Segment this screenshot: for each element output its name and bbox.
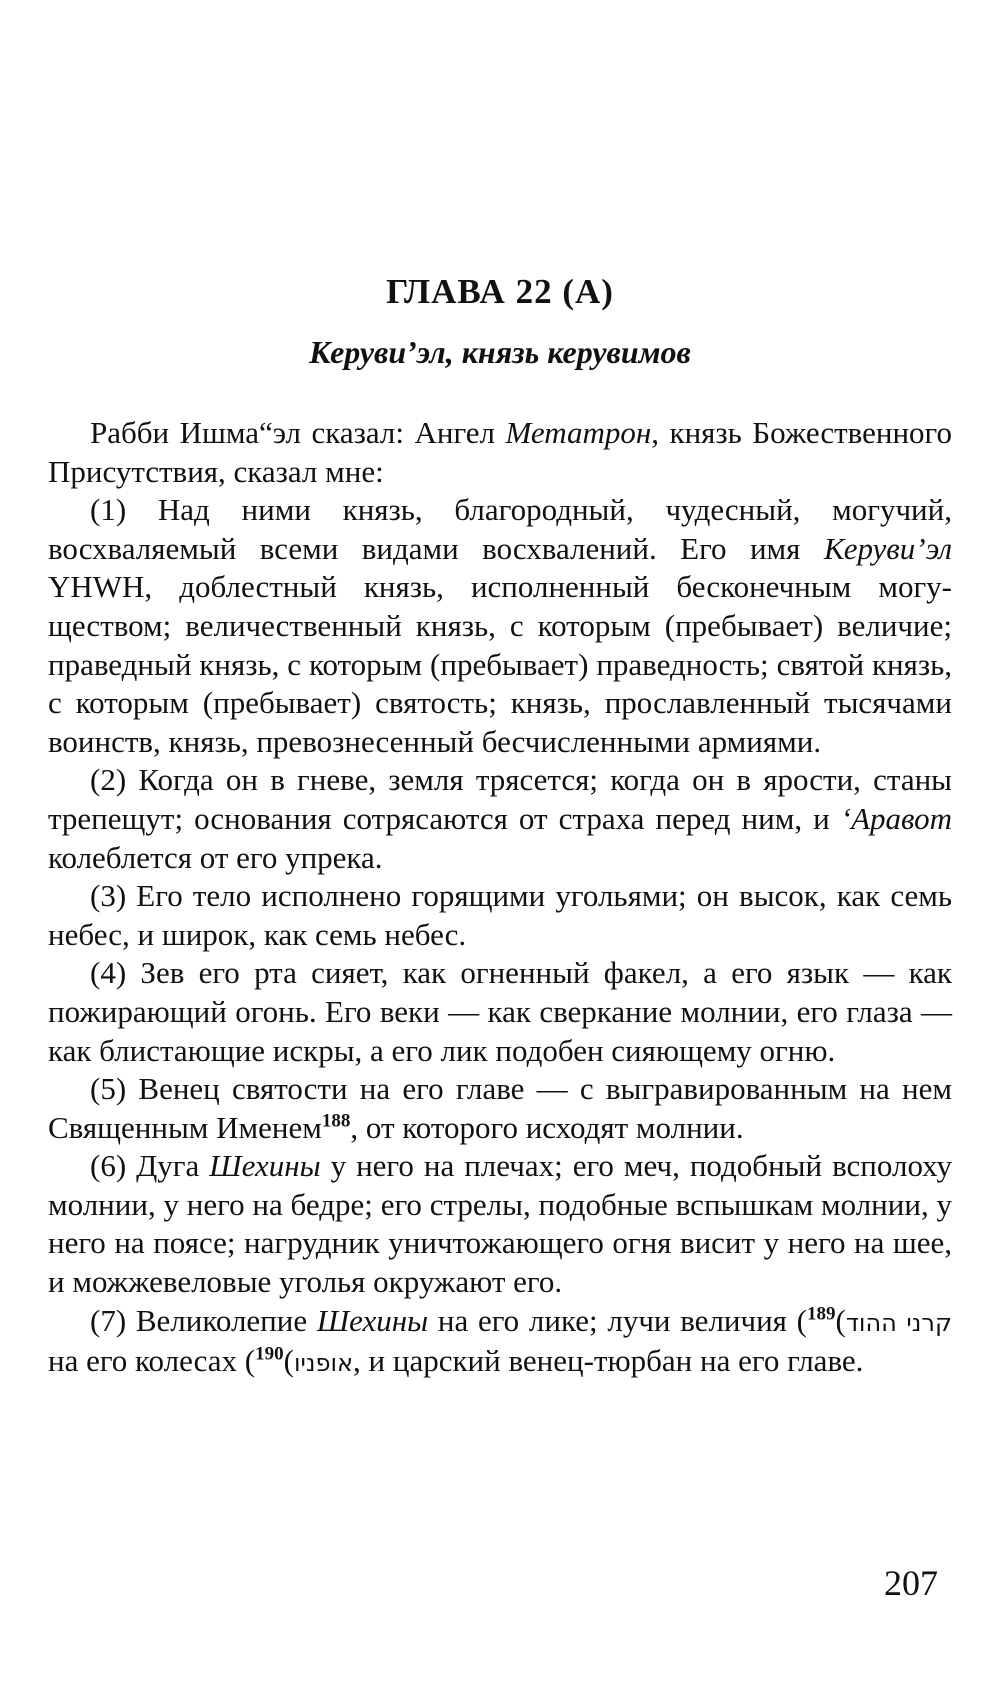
- p5-text-after: , от которого исходят молнии.: [350, 1109, 744, 1145]
- p7-name-shekhina: Шехины: [316, 1302, 429, 1338]
- p7-text-4: на его колесах (: [48, 1343, 256, 1379]
- footnote-ref-189[interactable]: 189: [807, 1303, 836, 1325]
- p2-text-before: (2) Когда он в гневе, земля трясется; когда он в ярости, станы трепещут; основания сотрясаются от страха перед ним, и: [48, 762, 952, 836]
- page-number: 207: [884, 1563, 938, 1603]
- p2-name: ‘Аравот: [840, 800, 952, 836]
- p1-text-after: YHWH, доблестный князь, исполненный бесконечным могуществом; величественный князь, с которым (пребывает) величие; праведный князь, с которым (пребывает) праведность; святой князь, с которым (пребывает) святость; князь, прославленный тысячами воинств, князь, превознесенный бесчисленными армиями.: [48, 569, 952, 759]
- p7-text-5: ): [283, 1343, 294, 1379]
- p6-name-shekhina: Шехины: [209, 1148, 321, 1184]
- intro-name: Метатрон: [505, 415, 652, 450]
- paragraph-1: [48, 491, 952, 761]
- p7-text-1: (7) Великолепие: [90, 1302, 317, 1338]
- paragraph-intro: [48, 414, 952, 491]
- paragraph-3: (3) Его тело исполнено горящими угольями; он высок, как семь небес, и широк, как семь небес.: [48, 878, 952, 952]
- p1-name: Керуви’эл: [823, 530, 952, 566]
- chapter-subtitle: Керуви’эл, князь керувимов: [309, 334, 691, 370]
- paragraph-4: (4) Зев его рта сияет, как огненный факел, а его язык — как пожирающий огонь. Его веки — как сверкание молнии, его глаза — как блистающие искры, а его лик подобен сияющему огню.: [48, 955, 952, 1068]
- p7-text-3: ): [835, 1302, 846, 1338]
- p5-text-before: (5) Венец святости на его главе — с выгравированным на нем Священным Именем: [48, 1071, 952, 1145]
- p7-text-6: , и царский венец-тюрбан на его главе.: [353, 1343, 864, 1379]
- footnote-ref-188[interactable]: 188: [321, 1110, 351, 1132]
- paragraph-7: [48, 1302, 952, 1383]
- p1-text-before: (1) Над ними князь, благородный, чудесный, могучий, восхваляемый всеми видами восхвалений. Его имя: [48, 492, 952, 566]
- page-content: [48, 270, 952, 1383]
- p7-text-2: на его лике; лучи величия (: [428, 1302, 807, 1338]
- chapter-title: ГЛАВА 22 (А): [386, 272, 614, 311]
- hebrew-term-karnei-hahod: קרני ההוד: [845, 1308, 952, 1337]
- footnote-ref-190[interactable]: 190: [255, 1343, 284, 1365]
- p6-text-2: у него на плечах; его меч, подобный всполоху молнии, у него на бедре; его стрелы, подобные вспышкам молнии, у него на поясе; нагрудник уничтожающего огня висит у него на шее, и можжевеловые уголья окружают его.: [48, 1148, 952, 1300]
- paragraph-5: [48, 1070, 952, 1147]
- p2-text-after: колеблется от его упрека.: [48, 839, 383, 875]
- paragraph-6: [48, 1147, 952, 1301]
- intro-text-before: Рабби Ишма“эл сказал: Ангел: [90, 415, 506, 450]
- hebrew-term-ofanav: אופניו: [293, 1349, 354, 1378]
- intro-text-after: , князь Божественного Присутствия, сказал мне:: [48, 415, 953, 489]
- p6-text-1: (6) Дуга: [90, 1148, 210, 1184]
- paragraph-2: [48, 761, 952, 877]
